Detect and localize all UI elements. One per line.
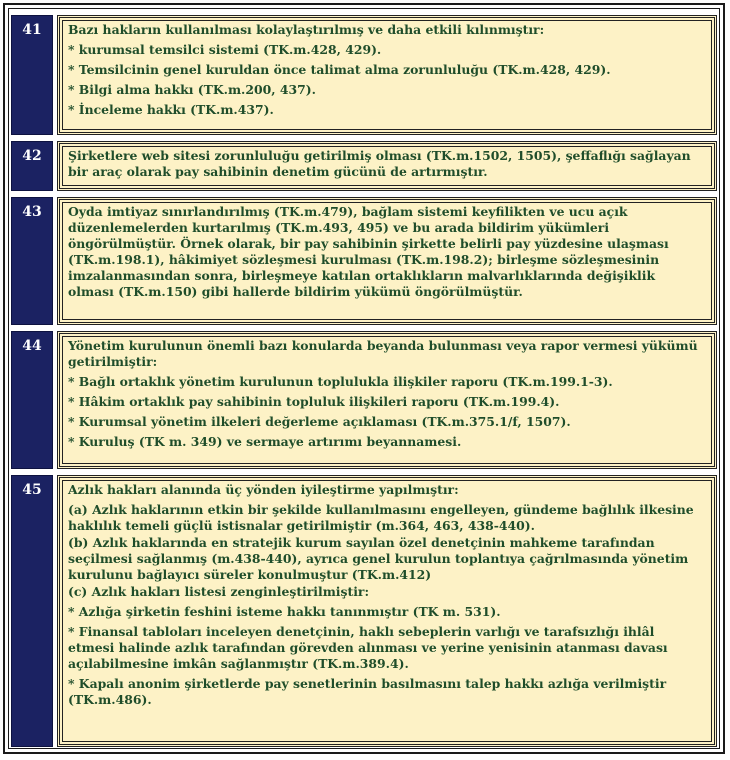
item-row-41 — [11, 15, 717, 135]
item-content — [57, 197, 717, 325]
item-number: 45 — [11, 475, 53, 747]
item-row-42 — [11, 141, 717, 191]
item-line: * Bilgi alma hakkı (TK.m.200, 437). — [68, 82, 316, 97]
item-line: Şirketlere web sitesi zorunluluğu getirilmiş olması (TK.m.1502, 1505), şeffaflığı sağlayan bir araç olarak pay sahibinin denetim gücünü de artırmıştır. — [68, 148, 691, 179]
document-frame — [3, 3, 725, 754]
item-number: 43 — [11, 197, 53, 325]
item-line: (c) Azlık hakları listesi zenginleştirilmiştir: — [68, 584, 370, 599]
item-content — [57, 15, 717, 135]
item-line: * Temsilcinin genel kuruldan önce talimat alma zorunluluğu (TK.m.428, 429). — [68, 62, 611, 77]
item-line: Yönetim kurulunun önemli bazı konularda beyanda bulunması veya rapor vermesi yükümü getirilmiştir: — [68, 338, 698, 369]
item-number: 42 — [11, 141, 53, 191]
item-line: * kurumsal temsilci sistemi (TK.m.428, 429). — [68, 42, 382, 57]
item-line: * Kapalı anonim şirketlerde pay senetlerinin basılmasını talep hakkı azlığa verilmiştir (TK.m.486). — [68, 676, 667, 707]
item-row-45 — [11, 475, 717, 747]
item-content — [57, 331, 717, 469]
item-line: * Finansal tabloları inceleyen denetçinin, haklı sebeplerin varlığı ve tarafsızlığı ihlâl etmesi halinde azlık tarafından görevden alınması ve yerine yenisinin atanması davası açılabilmesine imkân sağlanmıştır (TK.m.389.4). — [68, 624, 668, 671]
item-line: Azlık hakları alanında üç yönden iyileştirme yapılmıştır: — [68, 482, 459, 497]
item-number: 44 — [11, 331, 53, 469]
item-line: * Bağlı ortaklık yönetim kurulunun toplulukla ilişkiler raporu (TK.m.199.1-3). — [68, 374, 613, 389]
item-line: Oyda imtiyaz sınırlandırılmış (TK.m.479), bağlam sistemi keyfilikten ve ucu açık düzenlemelerden kurtarılmış (TK.m.493, 495) ve bu arada bildirim yükümleri öngörülmüştür. Örnek olarak, bir pay sahibinin şirkette belirli pay yüzdesine ulaşması (TK.m.198.1), hâkimiyet sözleşmesi kurulması (TK.m.198.2); birleşme sözleşmesinin imzalanmasından sonra, birleşmeye katılan ortaklıkların malvarlıklarında değişiklik olması (TK.m.150) gibi hallerde bildirim yükümü öngörülmüştür. — [68, 204, 669, 299]
item-line: Bazı hakların kullanılması kolaylaştırılmış ve daha etkili kılınmıştır: — [68, 22, 545, 37]
item-line: * İnceleme hakkı (TK.m.437). — [68, 102, 274, 117]
item-line: * Hâkim ortaklık pay sahibinin topluluk ilişkileri raporu (TK.m.199.4). — [68, 394, 560, 409]
item-content — [57, 141, 717, 191]
item-row-44 — [11, 331, 717, 469]
item-line: (b) Azlık haklarında en stratejik kurum sayılan özel denetçinin mahkeme tarafından seçilmesi sağlanmış (m.438-440), ayrıca genel kurulun toplantıya çağrılmasında yönetim kurulunu bağlayıcı süreler konulmuştur (TK.m.412) — [68, 535, 689, 582]
item-line: * Kurumsal yönetim ilkeleri değerleme açıklaması (TK.m.375.1/f, 1507). — [68, 414, 571, 429]
item-number: 41 — [11, 15, 53, 135]
item-row-43 — [11, 197, 717, 325]
item-line: * Kuruluş (TK m. 349) ve sermaye artırımı beyannamesi. — [68, 434, 462, 449]
item-content — [57, 475, 717, 747]
item-line: * Azlığa şirketin feshini isteme hakkı tanınmıştır (TK m. 531). — [68, 604, 501, 619]
item-line: (a) Azlık haklarının etkin bir şekilde kullanılmasını engelleyen, gündeme bağlılık ilkesine haklılık temeli güçlü istisnalar getirilmiştir (m.364, 463, 438-440). — [68, 502, 694, 533]
